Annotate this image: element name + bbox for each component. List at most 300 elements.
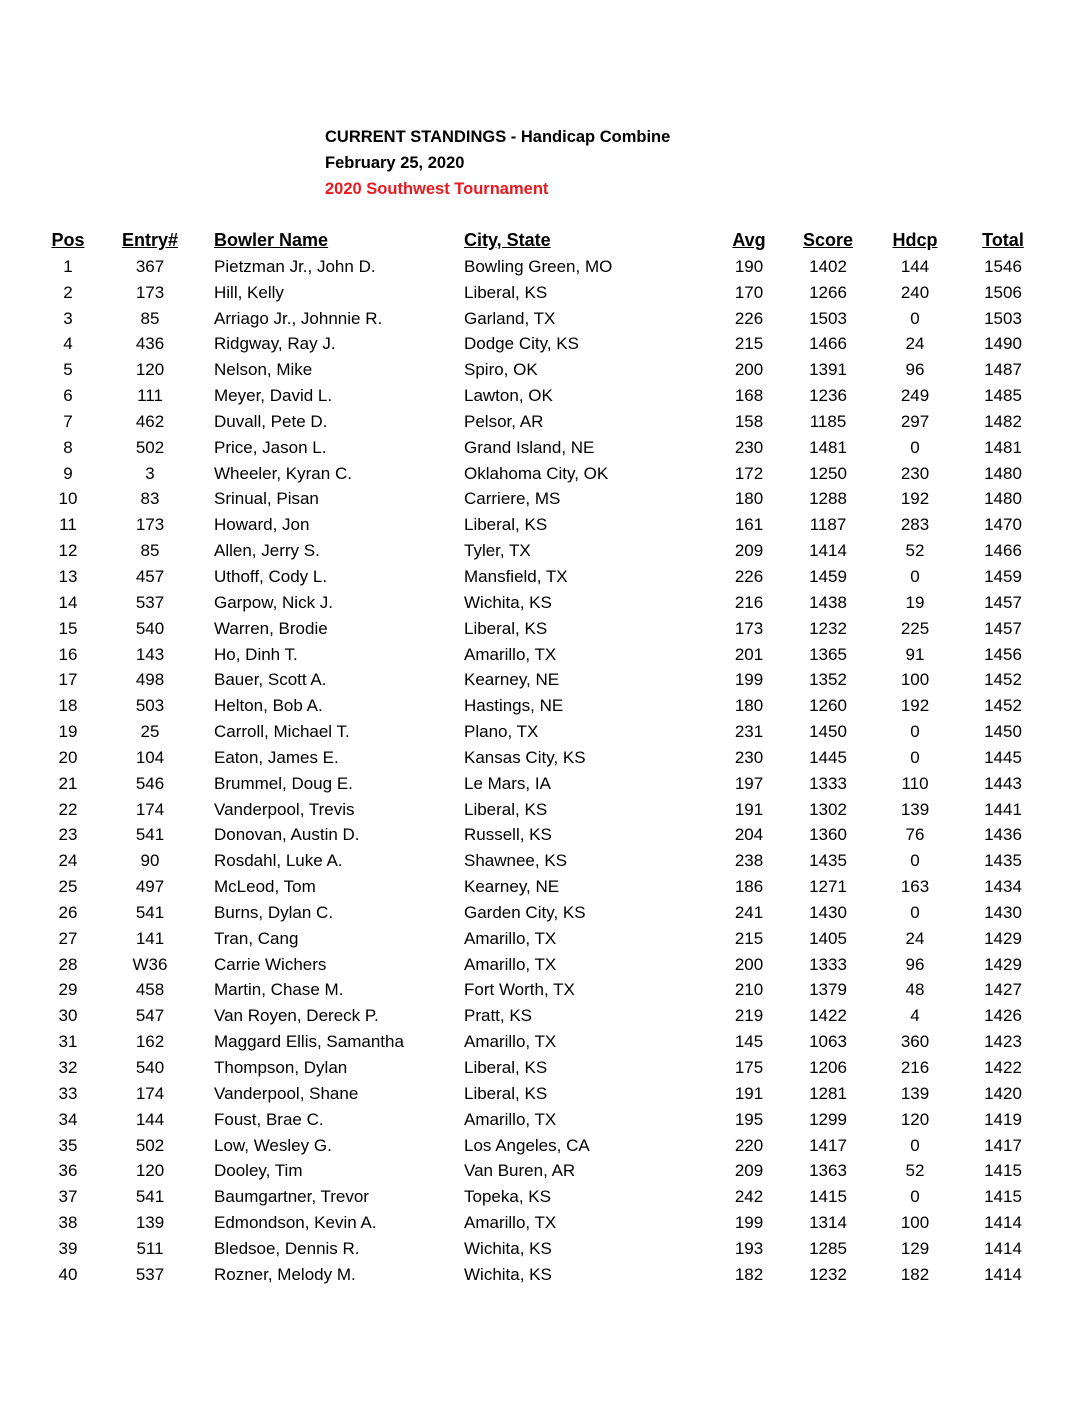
spacer	[0, 926, 50, 952]
cell-entry: 458	[135, 980, 165, 1000]
cell-city: Kearney, NE	[464, 877, 560, 897]
cell-entry: 540	[135, 1058, 165, 1077]
cell-name: Arriago Jr., Johnnie R.	[214, 308, 383, 328]
cell-total: 1430	[984, 902, 1022, 922]
report-title: CURRENT STANDINGS - Handicap Combine	[325, 128, 671, 146]
cell-city: Amarillo, TX	[464, 1032, 557, 1052]
cell-pos: 6	[63, 386, 73, 406]
spacer	[0, 564, 50, 590]
cell-total: 1419	[984, 1109, 1022, 1129]
table-row	[0, 1158, 1088, 1184]
table-row	[0, 1029, 1088, 1055]
spacer	[1048, 1107, 1088, 1133]
spacer	[1048, 1003, 1088, 1029]
cell-pos: 25	[58, 877, 78, 897]
cell-name: Low, Wesley G.	[214, 1135, 332, 1155]
cell-score: 1435	[809, 851, 847, 871]
cell-total: 1481	[984, 437, 1022, 457]
cell-pos: 37	[58, 1187, 78, 1207]
report-date: February 25, 2020	[325, 154, 465, 172]
table-row	[0, 280, 1088, 306]
table-row	[0, 1081, 1088, 1107]
table-row	[0, 848, 1088, 874]
cell-hdcp: 0	[910, 851, 920, 871]
cell-score: 1481	[809, 437, 847, 457]
spacer	[1048, 383, 1088, 409]
spacer	[1048, 512, 1088, 538]
table-row	[0, 797, 1088, 823]
cell-hdcp: 297	[900, 411, 930, 431]
cell-avg: 172	[734, 463, 764, 483]
cell-entry: 85	[140, 541, 160, 561]
spacer	[0, 461, 50, 487]
spacer	[1048, 822, 1088, 848]
spacer	[1048, 228, 1088, 254]
spacer	[0, 1081, 50, 1107]
spacer	[1048, 926, 1088, 952]
cell-city: Van Buren, AR	[464, 1161, 576, 1181]
cell-total: 1466	[984, 541, 1022, 561]
spacer	[1048, 771, 1088, 797]
cell-entry: 173	[135, 515, 165, 535]
spacer	[1048, 254, 1088, 280]
cell-name: Duvall, Pete D.	[214, 411, 328, 431]
cell-score: 1450	[809, 722, 847, 742]
cell-entry: 174	[135, 1083, 165, 1103]
cell-pos: 30	[58, 1006, 78, 1026]
cell-hdcp: 4	[910, 1006, 920, 1026]
spacer	[1048, 1184, 1088, 1210]
spacer	[0, 228, 50, 254]
cell-score: 1365	[809, 644, 847, 664]
cell-city: Kearney, NE	[464, 670, 560, 690]
cell-avg: 242	[734, 1187, 764, 1207]
cell-city: Russell, KS	[464, 825, 552, 845]
spacer	[1048, 848, 1088, 874]
cell-pos: 22	[58, 799, 78, 819]
cell-name: Donovan, Austin D.	[214, 825, 360, 845]
table-row	[0, 1184, 1088, 1210]
cell-pos: 12	[58, 541, 78, 561]
cell-total: 1414	[984, 1238, 1022, 1258]
cell-avg: 195	[734, 1109, 764, 1129]
cell-name: Allen, Jerry S.	[214, 541, 320, 561]
cell-pos: 20	[58, 747, 78, 767]
cell-hdcp: 91	[905, 644, 925, 664]
cell-avg: 175	[734, 1058, 764, 1077]
cell-score: 1314	[809, 1213, 847, 1233]
spacer	[0, 667, 50, 693]
cell-total: 1506	[984, 282, 1022, 302]
spacer	[1048, 797, 1088, 823]
table-row	[0, 952, 1088, 978]
column-header-pos: Pos	[51, 230, 85, 250]
cell-score: 1232	[809, 1264, 847, 1284]
cell-avg: 230	[734, 437, 764, 457]
cell-pos: 35	[58, 1135, 78, 1155]
cell-name: Bledsoe, Dennis R.	[214, 1238, 360, 1258]
cell-name: Martin, Chase M.	[214, 980, 344, 1000]
cell-total: 1420	[984, 1083, 1022, 1103]
cell-score: 1438	[809, 592, 847, 612]
spacer	[1048, 435, 1088, 461]
spacer	[0, 616, 50, 642]
table-row	[0, 486, 1088, 512]
standings-rows	[0, 254, 1088, 1288]
cell-score: 1302	[809, 799, 847, 819]
cell-city: Pratt, KS	[464, 1006, 533, 1026]
spacer	[1048, 977, 1088, 1003]
spacer	[0, 486, 50, 512]
spacer	[1048, 590, 1088, 616]
cell-city: Garden City, KS	[464, 902, 586, 922]
cell-pos: 21	[58, 773, 78, 793]
cell-entry: 541	[135, 1187, 165, 1207]
cell-avg: 191	[734, 799, 764, 819]
cell-pos: 39	[58, 1238, 78, 1258]
cell-entry: 497	[135, 877, 165, 897]
spacer	[1048, 952, 1088, 978]
cell-pos: 11	[59, 515, 77, 535]
cell-pos: 40	[58, 1264, 78, 1284]
cell-city: Wichita, KS	[464, 1264, 552, 1284]
cell-score: 1414	[809, 541, 847, 561]
cell-hdcp: 192	[900, 696, 930, 716]
column-header-avg: Avg	[732, 230, 766, 250]
cell-entry: 503	[135, 696, 165, 716]
cell-avg: 226	[734, 566, 764, 586]
spacer	[1048, 331, 1088, 357]
table-row	[0, 693, 1088, 719]
cell-avg: 200	[734, 954, 764, 974]
cell-total: 1443	[984, 773, 1022, 793]
cell-city: Oklahoma City, OK	[464, 463, 609, 483]
cell-name: Dooley, Tim	[214, 1161, 303, 1181]
cell-score: 1360	[809, 825, 847, 845]
cell-pos: 19	[58, 722, 78, 742]
cell-avg: 204	[734, 825, 764, 845]
cell-score: 1266	[809, 282, 847, 302]
cell-hdcp: 120	[900, 1109, 930, 1129]
cell-avg: 200	[734, 360, 764, 380]
cell-hdcp: 0	[910, 308, 920, 328]
cell-pos: 17	[58, 670, 78, 690]
cell-hdcp: 52	[905, 1161, 925, 1181]
cell-total: 1485	[984, 386, 1022, 406]
cell-hdcp: 0	[910, 1135, 920, 1155]
spacer	[0, 1262, 50, 1288]
spacer	[0, 1003, 50, 1029]
cell-hdcp: 100	[900, 1213, 930, 1233]
cell-total: 1456	[984, 644, 1022, 664]
cell-city: Liberal, KS	[464, 1058, 548, 1077]
table-row	[0, 461, 1088, 487]
cell-hdcp: 139	[900, 799, 930, 819]
column-header-city: City, State	[464, 230, 551, 250]
cell-pos: 5	[63, 360, 73, 380]
cell-score: 1285	[809, 1238, 847, 1258]
spacer	[1048, 616, 1088, 642]
cell-entry: 457	[135, 566, 165, 586]
table-row	[0, 874, 1088, 900]
cell-entry: 511	[136, 1238, 164, 1258]
cell-score: 1250	[809, 463, 847, 483]
cell-entry: 540	[135, 618, 165, 638]
cell-city: Amarillo, TX	[464, 954, 557, 974]
cell-avg: 219	[734, 1006, 764, 1026]
cell-pos: 24	[58, 851, 78, 871]
spacer	[1048, 1133, 1088, 1159]
cell-entry: 173	[135, 282, 165, 302]
cell-name: Edmondson, Kevin A.	[214, 1213, 377, 1233]
cell-total: 1490	[984, 334, 1022, 354]
cell-city: Dodge City, KS	[464, 334, 579, 354]
cell-name: Pietzman Jr., John D.	[214, 256, 376, 276]
cell-pos: 13	[58, 566, 78, 586]
cell-entry: 547	[135, 1006, 165, 1026]
cell-hdcp: 225	[900, 618, 930, 638]
column-header-score: Score	[802, 230, 854, 250]
spacer	[0, 848, 50, 874]
cell-entry: 120	[135, 360, 165, 380]
spacer	[1048, 538, 1088, 564]
cell-total: 1414	[984, 1264, 1022, 1284]
spacer	[0, 1055, 50, 1081]
cell-entry: 144	[135, 1109, 165, 1129]
cell-name: Hill, Kelly	[214, 282, 284, 302]
spacer	[0, 874, 50, 900]
cell-entry: 502	[135, 1135, 165, 1155]
cell-score: 1281	[809, 1083, 847, 1103]
cell-name: Rosdahl, Luke A.	[214, 851, 343, 871]
cell-city: Mansfield, TX	[464, 566, 568, 586]
cell-city: Garland, TX	[464, 308, 556, 328]
cell-score: 1352	[809, 670, 847, 690]
cell-hdcp: 139	[900, 1083, 930, 1103]
spacer	[0, 693, 50, 719]
cell-city: Plano, TX	[464, 722, 539, 742]
cell-total: 1482	[984, 411, 1022, 431]
cell-avg: 170	[734, 282, 764, 302]
table-row	[0, 822, 1088, 848]
cell-city: Liberal, KS	[464, 618, 548, 638]
spacer	[0, 306, 50, 332]
cell-pos: 23	[58, 825, 78, 845]
cell-entry: 85	[140, 308, 160, 328]
cell-avg: 199	[734, 1213, 764, 1233]
cell-total: 1435	[984, 851, 1022, 871]
spacer	[0, 383, 50, 409]
cell-score: 1187	[809, 515, 847, 535]
table-row	[0, 435, 1088, 461]
cell-total: 1480	[984, 463, 1022, 483]
cell-hdcp: 52	[905, 541, 925, 561]
cell-name: McLeod, Tom	[214, 877, 316, 897]
cell-score: 1445	[809, 747, 847, 767]
cell-total: 1434	[984, 877, 1022, 897]
cell-name: Warren, Brodie	[214, 618, 328, 638]
cell-name: Tran, Cang	[214, 928, 299, 948]
cell-pos: 36	[58, 1161, 78, 1181]
spacer	[1048, 306, 1088, 332]
cell-entry: 498	[135, 670, 165, 690]
spacer	[1048, 486, 1088, 512]
cell-city: Pelsor, AR	[464, 411, 544, 431]
cell-total: 1415	[984, 1187, 1022, 1207]
spacer	[0, 435, 50, 461]
cell-pos: 26	[58, 902, 78, 922]
cell-pos: 33	[58, 1083, 78, 1103]
cell-hdcp: 19	[905, 592, 925, 612]
table-row	[0, 564, 1088, 590]
cell-entry: 111	[137, 386, 163, 406]
cell-entry: 120	[135, 1161, 165, 1181]
cell-total: 1415	[984, 1161, 1022, 1181]
spacer	[1048, 745, 1088, 771]
cell-pos: 7	[63, 411, 73, 431]
table-row	[0, 331, 1088, 357]
spacer	[1048, 409, 1088, 435]
cell-score: 1422	[809, 1006, 847, 1026]
column-header-total: Total	[982, 230, 1024, 250]
report-heading	[325, 124, 670, 202]
cell-avg: 209	[734, 1161, 764, 1181]
table-row	[0, 1133, 1088, 1159]
cell-city: Fort Worth, TX	[464, 980, 575, 1000]
spacer	[0, 1158, 50, 1184]
spacer	[0, 1107, 50, 1133]
cell-total: 1452	[984, 696, 1022, 716]
spacer	[0, 1236, 50, 1262]
spacer	[1048, 461, 1088, 487]
cell-total: 1414	[984, 1213, 1022, 1233]
spacer	[0, 822, 50, 848]
cell-total: 1441	[984, 799, 1022, 819]
table-row	[0, 771, 1088, 797]
cell-total: 1503	[984, 308, 1022, 328]
cell-score: 1402	[809, 256, 847, 276]
spacer	[0, 538, 50, 564]
cell-entry: W36	[132, 954, 168, 974]
spacer	[0, 977, 50, 1003]
cell-name: Burns, Dylan C.	[214, 902, 334, 922]
cell-pos: 31	[58, 1032, 78, 1052]
cell-avg: 238	[734, 851, 764, 871]
spacer	[0, 254, 50, 280]
header-row	[0, 228, 1088, 254]
cell-total: 1452	[984, 670, 1022, 690]
cell-entry: 541	[135, 825, 165, 845]
cell-score: 1405	[809, 928, 847, 948]
cell-city: Lawton, OK	[464, 386, 553, 406]
cell-hdcp: 24	[905, 334, 925, 354]
cell-avg: 158	[734, 411, 764, 431]
cell-city: Amarillo, TX	[464, 928, 557, 948]
cell-avg: 241	[734, 902, 764, 922]
cell-city: Liberal, KS	[464, 515, 548, 535]
cell-total: 1487	[984, 360, 1022, 380]
column-header-entry: Entry#	[121, 230, 179, 250]
cell-avg: 180	[734, 696, 764, 716]
cell-hdcp: 96	[905, 954, 925, 974]
cell-total: 1450	[984, 722, 1022, 742]
cell-avg: 190	[734, 256, 764, 276]
cell-pos: 18	[58, 696, 78, 716]
spacer	[1048, 874, 1088, 900]
cell-city: Amarillo, TX	[464, 1213, 557, 1233]
cell-city: Hastings, NE	[464, 696, 564, 716]
spacer	[0, 719, 50, 745]
cell-hdcp: 163	[900, 877, 930, 897]
table-row	[0, 900, 1088, 926]
cell-avg: 191	[734, 1083, 764, 1103]
cell-hdcp: 0	[910, 902, 920, 922]
cell-avg: 201	[734, 644, 764, 664]
cell-score: 1430	[809, 902, 847, 922]
cell-pos: 15	[58, 618, 78, 638]
spacer	[1048, 1158, 1088, 1184]
cell-hdcp: 144	[900, 256, 930, 276]
cell-city: Liberal, KS	[464, 799, 548, 819]
cell-name: Howard, Jon	[214, 515, 310, 535]
cell-name: Meyer, David L.	[214, 386, 333, 406]
spacer	[0, 745, 50, 771]
spacer	[1048, 642, 1088, 668]
cell-hdcp: 249	[900, 386, 930, 406]
cell-score: 1299	[809, 1109, 847, 1129]
cell-avg: 168	[734, 386, 764, 406]
cell-pos: 8	[63, 437, 73, 457]
cell-hdcp: 216	[900, 1058, 930, 1077]
cell-hdcp: 283	[900, 515, 930, 535]
cell-entry: 25	[140, 722, 160, 742]
cell-score: 1391	[809, 360, 847, 380]
table-row	[0, 538, 1088, 564]
cell-pos: 3	[63, 308, 73, 328]
cell-score: 1415	[809, 1187, 847, 1207]
cell-total: 1459	[984, 566, 1022, 586]
cell-hdcp: 96	[905, 360, 925, 380]
cell-hdcp: 230	[900, 463, 930, 483]
cell-avg: 230	[734, 747, 764, 767]
cell-score: 1185	[809, 411, 847, 431]
spacer	[0, 357, 50, 383]
cell-avg: 216	[734, 592, 764, 612]
cell-total: 1480	[984, 489, 1022, 509]
cell-total: 1546	[984, 256, 1022, 276]
cell-avg: 193	[734, 1238, 764, 1258]
table-row	[0, 977, 1088, 1003]
cell-name: Rozner, Melody M.	[214, 1264, 356, 1284]
cell-avg: 231	[734, 722, 764, 742]
spacer	[0, 1184, 50, 1210]
cell-name: Brummel, Doug E.	[214, 773, 353, 793]
cell-name: Carrie Wichers	[214, 954, 327, 974]
cell-name: Van Royen, Dereck P.	[214, 1006, 379, 1026]
spacer	[1048, 564, 1088, 590]
table-row	[0, 642, 1088, 668]
table-row	[0, 719, 1088, 745]
cell-city: Wichita, KS	[464, 592, 552, 612]
cell-hdcp: 0	[910, 1187, 920, 1207]
table-row	[0, 1107, 1088, 1133]
cell-name: Helton, Bob A.	[214, 696, 323, 716]
spacer	[0, 771, 50, 797]
cell-entry: 537	[135, 1264, 165, 1284]
cell-entry: 546	[135, 773, 165, 793]
spacer	[1048, 1055, 1088, 1081]
cell-total: 1422	[984, 1058, 1022, 1077]
